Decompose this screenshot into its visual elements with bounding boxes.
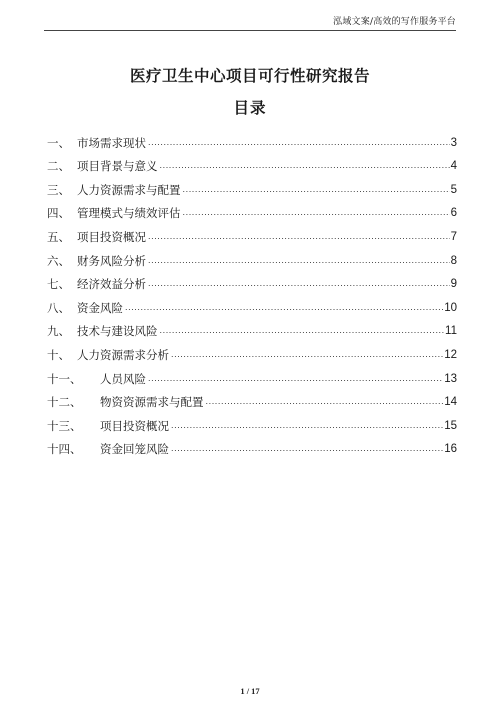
- toc-entry-page: 6: [450, 207, 457, 220]
- toc-entry-number: 十二、: [47, 395, 82, 410]
- toc-entry-title: 财务风险分析: [77, 253, 146, 268]
- toc-dot-leader: [148, 279, 450, 288]
- toc-entry[interactable]: [47, 126, 457, 150]
- toc-entry-page: 12: [444, 348, 457, 361]
- toc-entry-number: 九、: [47, 324, 70, 339]
- toc-entry[interactable]: [47, 268, 457, 292]
- toc-entry-number: 十三、: [47, 418, 82, 433]
- toc-entry-page: 15: [444, 419, 457, 432]
- toc-entry-page: 14: [444, 396, 457, 409]
- toc-entry-title: 经济效益分析: [77, 277, 146, 292]
- toc-entry-page: 3: [450, 136, 457, 149]
- toc-dot-leader: [171, 350, 443, 359]
- toc-entry-page: 11: [445, 325, 457, 338]
- toc-entry-number: 三、: [47, 182, 70, 197]
- toc-entry-title: 资金风险: [77, 300, 123, 315]
- toc-dot-leader: [148, 232, 450, 241]
- toc-entry-number: 十、: [47, 347, 70, 362]
- toc-entry-title: 项目背景与意义: [77, 159, 158, 174]
- toc-dot-leader: [160, 326, 445, 335]
- toc-entry-number: 四、: [47, 206, 70, 221]
- document-title: 医疗卫生中心项目可行性研究报告: [129, 67, 370, 85]
- toc-heading: 目录: [233, 99, 267, 117]
- toc-entry-number: 一、: [47, 135, 70, 150]
- toc-entry[interactable]: [47, 409, 457, 433]
- toc-entry[interactable]: [47, 173, 457, 197]
- toc-dot-leader: [148, 374, 443, 383]
- toc-dot-leader: [160, 161, 450, 170]
- toc-entry-number: 七、: [47, 277, 70, 292]
- toc-entry-title: 项目投资概况: [77, 229, 146, 244]
- toc-entry-page: 4: [450, 160, 457, 173]
- toc-entry[interactable]: [47, 386, 457, 410]
- toc-entry-page: 8: [450, 254, 457, 267]
- toc-entry-number: 十一、: [47, 371, 82, 386]
- toc-entry-page: 13: [444, 372, 457, 385]
- toc-entry[interactable]: [47, 433, 457, 457]
- toc-dot-leader: [183, 208, 450, 217]
- toc-entry-number: 八、: [47, 300, 70, 315]
- toc-entry-title: 人力资源需求与配置: [77, 182, 181, 197]
- toc-entry-title: 技术与建设风险: [77, 324, 158, 339]
- toc-entry-page: 7: [450, 230, 457, 243]
- toc-dot-leader: [183, 185, 450, 194]
- toc-entry[interactable]: [47, 244, 457, 268]
- toc-dot-leader: [171, 444, 443, 453]
- toc-entry-title: 资金回笼风险: [100, 442, 169, 457]
- toc-entry[interactable]: [47, 150, 457, 174]
- toc-dot-leader: [148, 138, 450, 147]
- toc-entry[interactable]: [47, 197, 457, 221]
- toc-entry-page: 9: [450, 278, 457, 291]
- toc-entry-title: 管理模式与绩效评估: [77, 206, 181, 221]
- toc-entry-title: 人力资源需求分析: [77, 347, 169, 362]
- toc-entry-title: 项目投资概况: [100, 418, 169, 433]
- table-of-contents: [47, 126, 457, 456]
- toc-entry-title: 市场需求现状: [77, 135, 146, 150]
- toc-entry-page: 16: [444, 443, 457, 456]
- toc-entry-title: 人员风险: [100, 371, 146, 386]
- toc-dot-leader: [171, 421, 443, 430]
- toc-entry-title: 物资资源需求与配置: [100, 395, 204, 410]
- toc-entry-number: 五、: [47, 229, 70, 244]
- toc-entry-page: 10: [444, 301, 457, 314]
- toc-entry-number: 十四、: [47, 442, 82, 457]
- header-divider: [44, 30, 456, 31]
- toc-dot-leader: [148, 256, 450, 265]
- toc-entry-number: 六、: [47, 253, 70, 268]
- toc-entry[interactable]: [47, 220, 457, 244]
- toc-dot-leader: [206, 397, 444, 406]
- toc-entry[interactable]: [47, 291, 457, 315]
- toc-entry[interactable]: [47, 338, 457, 362]
- page-header: 泓域文案/高效的写作服务平台: [333, 17, 456, 27]
- toc-entry-number: 二、: [47, 159, 70, 174]
- page-number: 1 / 17: [240, 686, 260, 696]
- toc-dot-leader: [125, 303, 443, 312]
- toc-entry[interactable]: [47, 315, 457, 339]
- toc-entry[interactable]: [47, 362, 457, 386]
- toc-entry-page: 5: [450, 183, 457, 196]
